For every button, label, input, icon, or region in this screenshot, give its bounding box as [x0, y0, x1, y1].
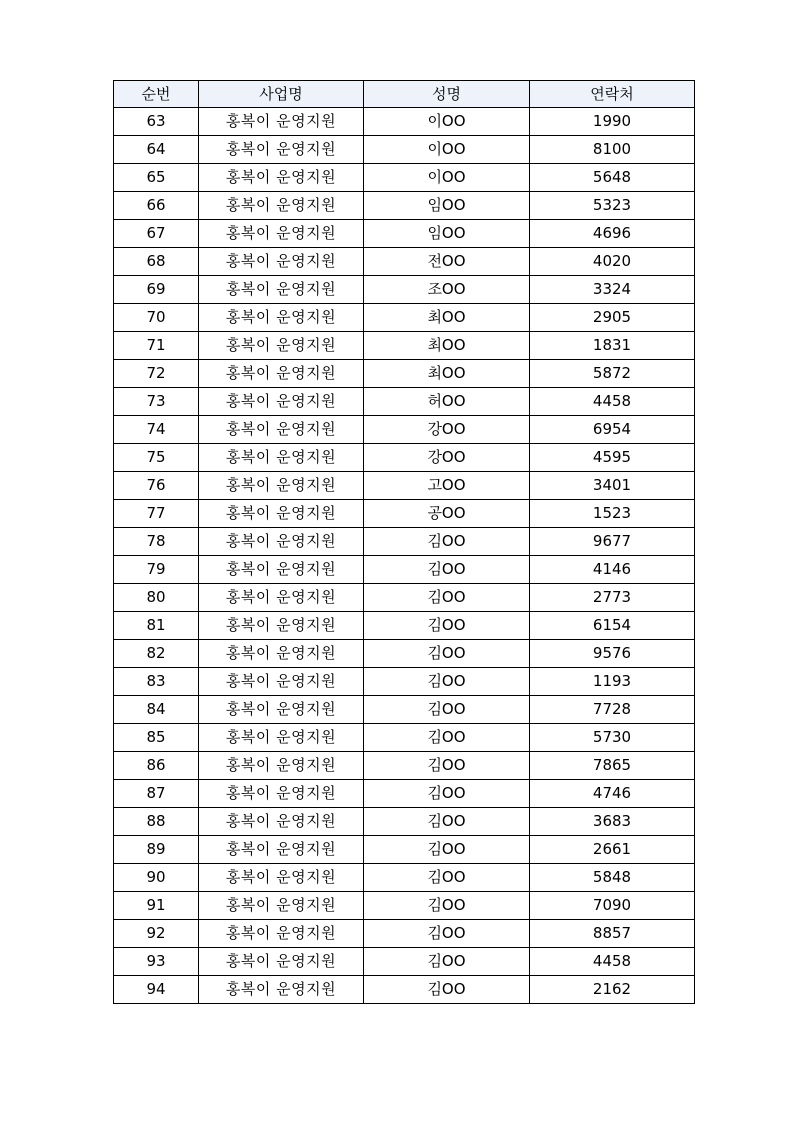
table-row: [114, 920, 695, 948]
cell-name: 김OO: [364, 808, 530, 836]
cell-name: 김OO: [364, 640, 530, 668]
table-row: [114, 528, 695, 556]
cell-name: 강OO: [364, 416, 530, 444]
cell-program: 홍복이 운영지원: [199, 136, 364, 164]
cell-name: 김OO: [364, 976, 530, 1004]
cell-name: 김OO: [364, 724, 530, 752]
cell-program: 홍복이 운영지원: [199, 724, 364, 752]
cell-program: 홍복이 운영지원: [199, 948, 364, 976]
table-row: [114, 584, 695, 612]
cell-program: 홍복이 운영지원: [199, 416, 364, 444]
cell-contact: 8857: [530, 920, 695, 948]
cell-program: 홍복이 운영지원: [199, 920, 364, 948]
cell-program: 홍복이 운영지원: [199, 752, 364, 780]
table-row: [114, 304, 695, 332]
table-row: [114, 472, 695, 500]
table-row: [114, 136, 695, 164]
cell-name: 김OO: [364, 864, 530, 892]
cell-program: 홍복이 운영지원: [199, 556, 364, 584]
cell-number: 65: [114, 164, 199, 192]
cell-number: 67: [114, 220, 199, 248]
table-row: [114, 864, 695, 892]
cell-program: 홍복이 운영지원: [199, 500, 364, 528]
cell-contact: 9576: [530, 640, 695, 668]
cell-name: 최OO: [364, 332, 530, 360]
cell-program: 홍복이 운영지원: [199, 836, 364, 864]
cell-contact: 4458: [530, 948, 695, 976]
cell-number: 68: [114, 248, 199, 276]
cell-name: 김OO: [364, 696, 530, 724]
cell-contact: 2773: [530, 584, 695, 612]
cell-number: 83: [114, 668, 199, 696]
cell-number: 70: [114, 304, 199, 332]
cell-number: 66: [114, 192, 199, 220]
cell-program: 홍복이 운영지원: [199, 164, 364, 192]
cell-contact: 3324: [530, 276, 695, 304]
table-row: [114, 248, 695, 276]
cell-program: 홍복이 운영지원: [199, 892, 364, 920]
cell-name: 김OO: [364, 780, 530, 808]
cell-contact: 1990: [530, 108, 695, 136]
cell-number: 75: [114, 444, 199, 472]
cell-program: 홍복이 운영지원: [199, 276, 364, 304]
cell-program: 홍복이 운영지원: [199, 976, 364, 1004]
cell-contact: 6154: [530, 612, 695, 640]
cell-name: 최OO: [364, 360, 530, 388]
cell-contact: 2162: [530, 976, 695, 1004]
cell-program: 홍복이 운영지원: [199, 864, 364, 892]
cell-contact: 2661: [530, 836, 695, 864]
cell-number: 82: [114, 640, 199, 668]
table-row: [114, 556, 695, 584]
cell-contact: 6954: [530, 416, 695, 444]
cell-name: 이OO: [364, 136, 530, 164]
cell-program: 홍복이 운영지원: [199, 640, 364, 668]
cell-contact: 3401: [530, 472, 695, 500]
table-row: [114, 332, 695, 360]
cell-contact: 7865: [530, 752, 695, 780]
table-row: [114, 948, 695, 976]
table-row: [114, 164, 695, 192]
table-body: [114, 108, 695, 1004]
table-row: [114, 668, 695, 696]
cell-name: 김OO: [364, 612, 530, 640]
cell-number: 81: [114, 612, 199, 640]
cell-name: 이OO: [364, 108, 530, 136]
cell-contact: 4458: [530, 388, 695, 416]
table-row: [114, 276, 695, 304]
cell-contact: 4696: [530, 220, 695, 248]
header-cell-contact: 연락처: [530, 81, 695, 108]
cell-number: 79: [114, 556, 199, 584]
cell-name: 최OO: [364, 304, 530, 332]
cell-number: 80: [114, 584, 199, 612]
table-header-row: [114, 81, 695, 108]
table-row: [114, 388, 695, 416]
cell-number: 78: [114, 528, 199, 556]
cell-program: 홍복이 운영지원: [199, 696, 364, 724]
cell-number: 86: [114, 752, 199, 780]
cell-contact: 8100: [530, 136, 695, 164]
cell-name: 임OO: [364, 220, 530, 248]
cell-program: 홍복이 운영지원: [199, 248, 364, 276]
cell-contact: 5323: [530, 192, 695, 220]
cell-contact: 1831: [530, 332, 695, 360]
cell-program: 홍복이 운영지원: [199, 668, 364, 696]
cell-contact: 1523: [530, 500, 695, 528]
cell-contact: 7728: [530, 696, 695, 724]
cell-contact: 3683: [530, 808, 695, 836]
cell-program: 홍복이 운영지원: [199, 192, 364, 220]
cell-program: 홍복이 운영지원: [199, 220, 364, 248]
cell-name: 김OO: [364, 668, 530, 696]
cell-number: 89: [114, 836, 199, 864]
cell-contact: 5730: [530, 724, 695, 752]
cell-name: 김OO: [364, 556, 530, 584]
cell-number: 92: [114, 920, 199, 948]
cell-number: 72: [114, 360, 199, 388]
table-row: [114, 416, 695, 444]
cell-contact: 5872: [530, 360, 695, 388]
cell-number: 76: [114, 472, 199, 500]
table-row: [114, 612, 695, 640]
cell-name: 공OO: [364, 500, 530, 528]
cell-program: 홍복이 운영지원: [199, 472, 364, 500]
cell-name: 고OO: [364, 472, 530, 500]
cell-name: 김OO: [364, 920, 530, 948]
cell-number: 85: [114, 724, 199, 752]
cell-program: 홍복이 운영지원: [199, 584, 364, 612]
cell-number: 91: [114, 892, 199, 920]
cell-number: 77: [114, 500, 199, 528]
cell-contact: 4595: [530, 444, 695, 472]
cell-name: 조OO: [364, 276, 530, 304]
cell-name: 강OO: [364, 444, 530, 472]
cell-program: 홍복이 운영지원: [199, 780, 364, 808]
cell-contact: 9677: [530, 528, 695, 556]
cell-number: 93: [114, 948, 199, 976]
cell-program: 홍복이 운영지원: [199, 360, 364, 388]
table-row: [114, 780, 695, 808]
cell-number: 73: [114, 388, 199, 416]
cell-name: 김OO: [364, 528, 530, 556]
cell-name: 허OO: [364, 388, 530, 416]
cell-number: 71: [114, 332, 199, 360]
cell-name: 김OO: [364, 892, 530, 920]
cell-contact: 4146: [530, 556, 695, 584]
cell-name: 김OO: [364, 584, 530, 612]
cell-name: 김OO: [364, 948, 530, 976]
cell-number: 84: [114, 696, 199, 724]
cell-program: 홍복이 운영지원: [199, 304, 364, 332]
table-row: [114, 696, 695, 724]
cell-number: 63: [114, 108, 199, 136]
header-cell-program: 사업명: [199, 81, 364, 108]
cell-program: 홍복이 운영지원: [199, 332, 364, 360]
cell-number: 74: [114, 416, 199, 444]
table-row: [114, 192, 695, 220]
table-row: [114, 808, 695, 836]
document-page: [113, 80, 695, 1004]
table-row: [114, 752, 695, 780]
cell-program: 홍복이 운영지원: [199, 528, 364, 556]
cell-name: 이OO: [364, 164, 530, 192]
table-row: [114, 836, 695, 864]
cell-number: 88: [114, 808, 199, 836]
cell-name: 김OO: [364, 752, 530, 780]
cell-contact: 4020: [530, 248, 695, 276]
cell-number: 69: [114, 276, 199, 304]
table-row: [114, 108, 695, 136]
table-row: [114, 444, 695, 472]
table-row: [114, 976, 695, 1004]
cell-contact: 4746: [530, 780, 695, 808]
cell-contact: 5848: [530, 864, 695, 892]
cell-program: 홍복이 운영지원: [199, 612, 364, 640]
cell-name: 임OO: [364, 192, 530, 220]
cell-contact: 1193: [530, 668, 695, 696]
cell-name: 전OO: [364, 248, 530, 276]
cell-number: 64: [114, 136, 199, 164]
table-row: [114, 360, 695, 388]
cell-contact: 2905: [530, 304, 695, 332]
cell-program: 홍복이 운영지원: [199, 808, 364, 836]
participant-table: [113, 80, 695, 1004]
header-cell-name: 성명: [364, 81, 530, 108]
table-row: [114, 892, 695, 920]
cell-program: 홍복이 운영지원: [199, 388, 364, 416]
cell-number: 87: [114, 780, 199, 808]
cell-contact: 5648: [530, 164, 695, 192]
cell-name: 김OO: [364, 836, 530, 864]
cell-program: 홍복이 운영지원: [199, 108, 364, 136]
table-row: [114, 220, 695, 248]
cell-number: 90: [114, 864, 199, 892]
cell-contact: 7090: [530, 892, 695, 920]
table-row: [114, 640, 695, 668]
cell-program: 홍복이 운영지원: [199, 444, 364, 472]
cell-number: 94: [114, 976, 199, 1004]
table-row: [114, 724, 695, 752]
header-cell-number: 순번: [114, 81, 199, 108]
table-row: [114, 500, 695, 528]
